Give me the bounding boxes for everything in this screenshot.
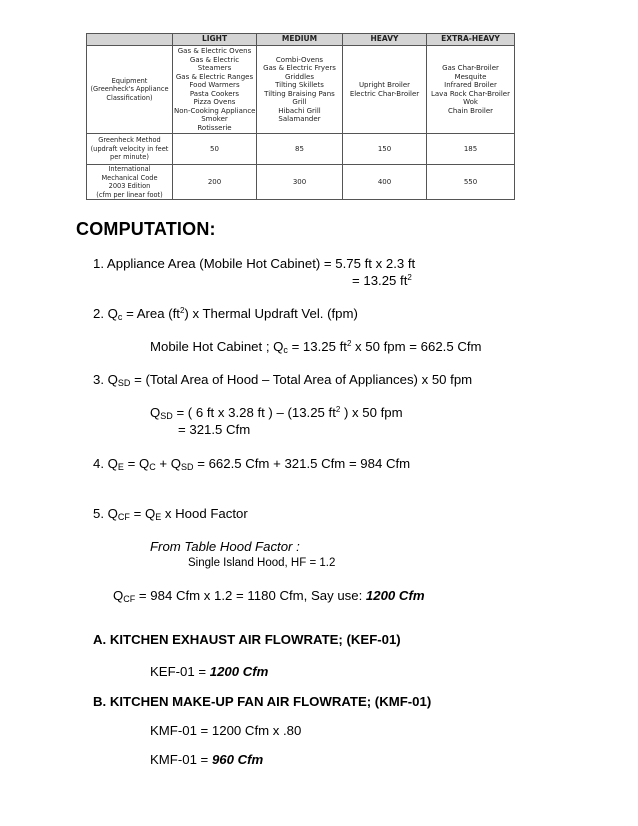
text-run: = Q: [129, 506, 156, 521]
imc-medium-value: 300: [257, 165, 343, 200]
table-header-light: LIGHT: [173, 34, 257, 46]
equipment-row-label: [87, 46, 173, 134]
text-run: KEF-01 =: [150, 664, 210, 679]
appliance-item: Grill: [292, 98, 307, 106]
text-run: + Q: [155, 456, 182, 471]
appliance-item: Gas Char-Broiler: [442, 64, 499, 72]
subscript: C: [149, 462, 156, 472]
text-run: 3. Q: [93, 372, 118, 387]
appliance-item: Gas & Electric: [189, 55, 240, 64]
table-row: [87, 134, 515, 165]
hood-factor-value: Single Island Hood, HF = 1.2: [188, 557, 336, 569]
appliance-item: Upright Broiler: [358, 81, 411, 89]
table-header-medium: MEDIUM: [257, 34, 343, 46]
step-3-line: [93, 372, 472, 387]
step-1-result: [352, 273, 412, 288]
appliance-item: Wok: [463, 98, 478, 106]
appliance-item: Electric Char-Broiler: [349, 89, 420, 98]
step-3-calc: $Q_{SD}$ = ( 6 ft x 3.28 ft ) – (13.25 $ft^2$ ) x 50 fpm: [150, 405, 403, 421]
text-run: Mobile Hot Cabinet ; Q: [150, 339, 284, 354]
greenheck-heavy-value: 150: [343, 134, 427, 165]
appliance-item: Gas & Electric Fryers: [263, 64, 336, 72]
equipment-light-cell: [173, 46, 257, 134]
subscript: CF: [123, 594, 136, 604]
appliance-item: Salamander: [278, 115, 321, 123]
superscript: 2: [335, 405, 341, 414]
subscript: c: [117, 312, 123, 322]
text-run: = 13.25 ft: [287, 339, 347, 354]
final-design-value: 1200 Cfm: [365, 588, 425, 603]
table-header-row: [87, 34, 515, 46]
greenheck-medium-value: 85: [257, 134, 343, 165]
row-label-line: per minute): [110, 153, 149, 162]
text-run: 2. Q: [93, 306, 118, 321]
text-run: KMF-01 =: [150, 752, 212, 767]
computation-heading: COMPUTATION:: [76, 219, 216, 239]
table-header-blank: [87, 34, 173, 46]
appliance-item: Pizza Ovens: [193, 98, 236, 106]
superscript: 2: [346, 339, 352, 348]
step-1-result-text: = 13.25 ft: [352, 273, 408, 288]
subscript: c: [283, 345, 288, 355]
equipment-extra-heavy-cell: [427, 46, 515, 134]
appliance-item: Smoker: [201, 115, 228, 123]
text-run: 5. Q: [93, 506, 118, 521]
text-run: = Q: [123, 456, 150, 471]
appliance-item: Combi-Ovens: [275, 55, 324, 64]
step-3-result: = 321.5 Cfm: [178, 422, 251, 437]
row-label-line: (updraft velocity in feet: [90, 144, 169, 153]
kmf-calc-line: KMF-01 = 1200 Cfm x .80: [150, 723, 302, 738]
kmf-result-line: [150, 752, 263, 767]
text-run: = 662.5 Cfm + 321.5 Cfm = 984 Cfm: [193, 456, 411, 471]
superscript: 2: [407, 273, 412, 282]
subscript: E: [117, 462, 124, 472]
subscript: CF: [117, 512, 130, 522]
step-2-line: [93, 306, 358, 321]
row-label-line: (cfm per linear foot): [96, 190, 163, 199]
step-2-calc: [150, 339, 482, 354]
appliance-item: Rotisserie: [197, 123, 232, 132]
appliance-item: Infrared Broiler: [444, 81, 497, 89]
subscript: SD: [181, 462, 194, 472]
text-run: x Hood Factor: [161, 506, 248, 521]
appliance-item: Mesquite: [454, 72, 487, 81]
equipment-medium-cell: [257, 46, 343, 134]
text-run: = (Total Area of Hood – Total Area of Appliances) x 50 fpm: [130, 372, 473, 387]
table-header-heavy: HEAVY: [343, 34, 427, 46]
kef-value: 1200 Cfm: [209, 664, 269, 679]
text-run: ) x Thermal Updraft Vel. (fpm): [184, 306, 358, 321]
row-label-line: Mechanical Code: [101, 173, 158, 182]
greenheck-extra-heavy-value: 185: [427, 134, 515, 165]
subscript: E: [155, 512, 162, 522]
equipment-heavy-cell: [343, 46, 427, 134]
row-label-line: 2003 Edition: [108, 182, 151, 190]
step-4-line: [93, 456, 410, 471]
appliance-item: Tilting Braising Pans: [264, 89, 335, 98]
appliance-item: Lava Rock Char-Broiler: [430, 89, 510, 98]
hood-classification-table: [86, 33, 515, 200]
appliance-item: Pasta Cookers: [189, 89, 240, 98]
row-label-line: Equipment: [111, 76, 148, 85]
text-run: Q: [113, 588, 124, 603]
imc-extra-heavy-value: 550: [427, 165, 515, 200]
text-run: = Area (ft: [122, 306, 180, 321]
appliance-item: Gas & Electric Ranges: [175, 72, 254, 81]
table-row: [87, 165, 515, 200]
appliance-item: Griddles: [284, 72, 315, 81]
kmf-value: 960 Cfm: [211, 752, 264, 767]
hood-factor-table-note: From Table Hood Factor :: [150, 539, 300, 554]
imc-row-label: [87, 165, 173, 200]
section-a-title: A. KITCHEN EXHAUST AIR FLOWRATE; (KEF-01): [93, 632, 401, 647]
appliance-item: Tilting Skillets: [275, 81, 324, 89]
appliance-item: Food Warmers: [189, 81, 240, 89]
step-5-line: [93, 506, 248, 521]
step-5-final: [113, 588, 425, 603]
row-label-line: Classification): [106, 93, 153, 102]
appliance-item: Chain Broiler: [447, 106, 494, 115]
text-run: = ( 6 ft x 3.28 ft ) – (13.25 ft: [172, 405, 336, 420]
appliance-item: Hibachi Grill: [278, 106, 321, 115]
kef-line: [150, 664, 268, 679]
subscript: SD: [160, 411, 173, 421]
text-run: 4. Q: [93, 456, 118, 471]
imc-heavy-value: 400: [343, 165, 427, 200]
row-label-line: International: [108, 165, 151, 173]
row-label-line: Greenheck Method: [98, 136, 161, 145]
subscript: SD: [117, 378, 131, 388]
text-run: ) x 50 fpm: [340, 405, 403, 420]
greenheck-light-value: 50: [173, 134, 257, 165]
appliance-item: Gas & Electric Ovens: [177, 47, 252, 55]
section-b-title: B. KITCHEN MAKE-UP FAN AIR FLOWRATE; (KMF-01): [93, 694, 432, 709]
greenheck-row-label: [87, 134, 173, 165]
appliance-item: Steamers: [197, 64, 232, 72]
text-run: = 984 Cfm x 1.2 = 1180 Cfm, Say use:: [135, 588, 366, 603]
appliance-item: Non-Cooking Appliance: [174, 106, 256, 115]
row-label-line: (Greenheck's Appliance: [90, 85, 169, 94]
table-header-extra-heavy: EXTRA-HEAVY: [427, 34, 515, 46]
superscript: 2: [179, 306, 185, 315]
imc-light-value: 200: [173, 165, 257, 200]
table-row: [87, 46, 515, 134]
step-1-line: 1. Appliance Area (Mobile Hot Cabinet) = 5.75 ft x 2.3 ft: [93, 256, 416, 271]
text-run: x 50 fpm = 662.5 Cfm: [351, 339, 482, 354]
